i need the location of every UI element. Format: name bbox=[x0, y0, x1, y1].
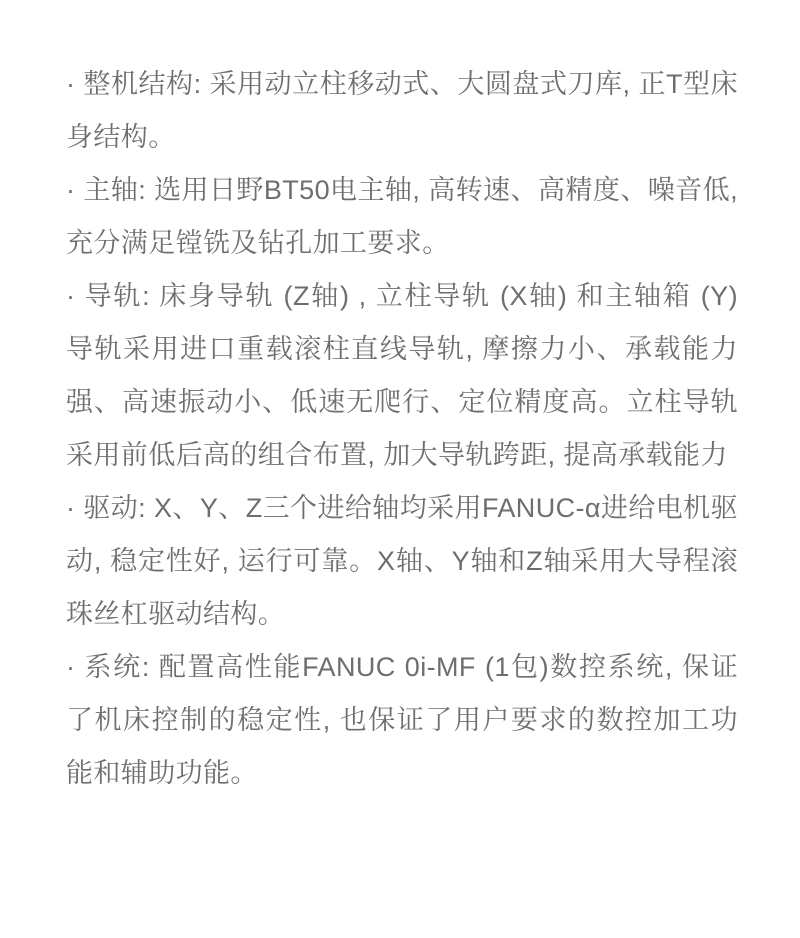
list-item bbox=[66, 641, 738, 800]
spec-text: · 整机结构: 采用动立柱移动式、大圆盘式刀库, 正T型床身结构。 bbox=[66, 69, 738, 152]
list-item bbox=[66, 164, 738, 270]
spec-text: · 驱动: X、Y、Z三个进给轴均采用FANUC-α进给电机驱动, 稳定性好, 运行可靠。X轴、Y轴和Z轴采用大导程滚珠丝杠驱动结构。 bbox=[66, 493, 738, 629]
spec-text: · 系统: 配置高性能FANUC 0i-MF (1包)数控系统, 保证了机床控制的稳定性, 也保证了用户要求的数控加工功能和辅助功能。 bbox=[66, 652, 738, 788]
spec-text: · 主轴: 选用日野BT50电主轴, 高转速、高精度、噪音低, 充分满足镗铣及钻孔加工要求。 bbox=[66, 175, 738, 258]
specification-list bbox=[66, 58, 738, 800]
list-item bbox=[66, 58, 738, 164]
list-item bbox=[66, 482, 738, 641]
list-item bbox=[66, 270, 738, 482]
spec-text: · 导轨: 床身导轨 (Z轴) , 立柱导轨 (X轴) 和主轴箱 (Y) 导轨采用进口重载滚柱直线导轨, 摩擦力小、承载能力强、高速振动小、低速无爬行、定位精度高。立柱导轨采用前低后高的组合布置, 加大导轨跨距, 提高承载能力 bbox=[66, 281, 738, 470]
